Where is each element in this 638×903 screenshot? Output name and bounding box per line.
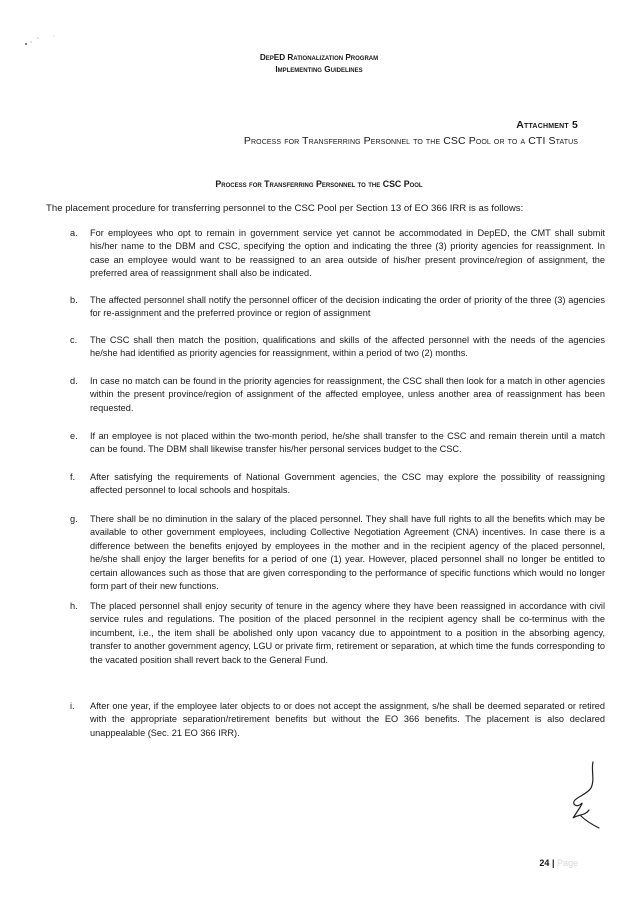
- list-item: [70, 375, 605, 415]
- list-item-text: If an employee is not placed within the two-month period, he/she shall transfer to the CSC and remain therein until a match can be found. The DBM shall likewise transfer his/her personal services budget to the CSC.: [90, 431, 605, 455]
- list-item: [70, 700, 605, 740]
- list-marker: h.: [70, 601, 78, 611]
- list-item-text: After satisfying the requirements of National Government agencies, the CSC may explore the possibility of reassigning affected personnel to local schools and hospitals.: [90, 472, 605, 496]
- list-item-text: The CSC shall then match the position, qualifications and skills of the affected personnel with the needs of the agencies he/she had identified as priority agencies for reassignment, within a period of two (2) months.: [90, 335, 605, 359]
- list-marker: b.: [70, 295, 78, 305]
- list-item: [70, 294, 605, 321]
- list-item-text: In case no match can be found in the priority agencies for reassignment, the CSC shall then look for a match in other agencies within the present province/region of assignment of the affected employee, unless another area of reassignment has been requested.: [90, 376, 605, 413]
- list-item: [70, 513, 605, 593]
- list-marker: c.: [70, 335, 78, 345]
- attachment-subtitle: Process for Transferring Personnel to the CSC Pool or to a CTI Status: [243, 135, 578, 147]
- list-marker: a.: [70, 228, 78, 238]
- list-item-text: The placed personnel shall enjoy security of tenure in the agency where they have been reassigned in accordance with civil service rules and regulations. The position of the placed personnel in the recipient agency shall be co-terminus with the incumbent, i.e., the item shall be abolished only upon vacancy due to appointment to a position in the absorbing agency, transfer to another government agency, LGU or private firm, retirement or separation, at which time the funds corresponding to the vacated position shall revert back to the General Fund.: [90, 601, 605, 665]
- page-number: 24: [539, 858, 550, 868]
- header-program-title: DepED Rationalization Program: [259, 53, 379, 62]
- list-item: [70, 227, 605, 281]
- list-marker: i.: [70, 701, 75, 711]
- list-item-text: For employees who opt to remain in government service yet cannot be accommodated in DepED, the CMT shall submit his/her name to the DBM and CSC, specifying the option and indicating the three (3) priority agencies for reassignment. In case an employee would want to be reassigned to an area outside of his/her present province/region of assignment, the preferred area of reassignment shall also be indicated.: [90, 228, 605, 279]
- list-item-text: There shall be no diminution in the salary of the placed personnel. They shall have full rights to all the benefits which may be available to other government employees, including Collective Negotiation Agreement (CNA) incentives. In case there is a difference between the benefits enjoyed by employees in the mother and in the recipient agency of the placed personnel, he/she shall enjoy the larger benefits for a period of one (1) year. However, placed personnel shall no longer be entitled to certain allowances such as those that are given corresponding to the performance of specific functions which would no longer form part of their new functions.: [90, 514, 605, 592]
- list-marker: g.: [70, 514, 78, 524]
- header-guidelines-title: Implementing Guidelines: [275, 65, 363, 74]
- list-item-text: The affected personnel shall notify the personnel officer of the decision indicating the order of priority of the three (3) agencies for re-assignment and the preferred province or region of assignment: [90, 295, 605, 319]
- list-marker: e.: [70, 431, 78, 441]
- page-footer: [539, 858, 578, 868]
- list-item: [70, 471, 605, 498]
- list-marker: f.: [70, 472, 76, 482]
- list-item: [70, 600, 605, 667]
- intro-paragraph: The placement procedure for transferring personnel to the CSC Pool per Section 13 of EO 366 IRR is as follows:: [46, 203, 524, 214]
- list-item: [70, 430, 605, 457]
- section-title: Process for Transferring Personnel to the CSC Pool: [215, 179, 423, 189]
- attachment-label: Attachment 5: [516, 119, 578, 131]
- signature-initials: [555, 760, 605, 830]
- list-marker: d.: [70, 376, 78, 386]
- page-word: Page: [556, 858, 578, 868]
- scan-specks: [24, 30, 64, 50]
- list-item-text: After one year, if the employee later objects to or does not accept the assignment, s/he shall be deemed separated or retired with the appropriate separation/retirement benefits but without the EO 366 benefits. The placement is also declared unappealable (Sec. 21 EO 366 IRR).: [90, 701, 605, 738]
- list-item: [70, 334, 605, 361]
- page-separator: |: [549, 858, 557, 868]
